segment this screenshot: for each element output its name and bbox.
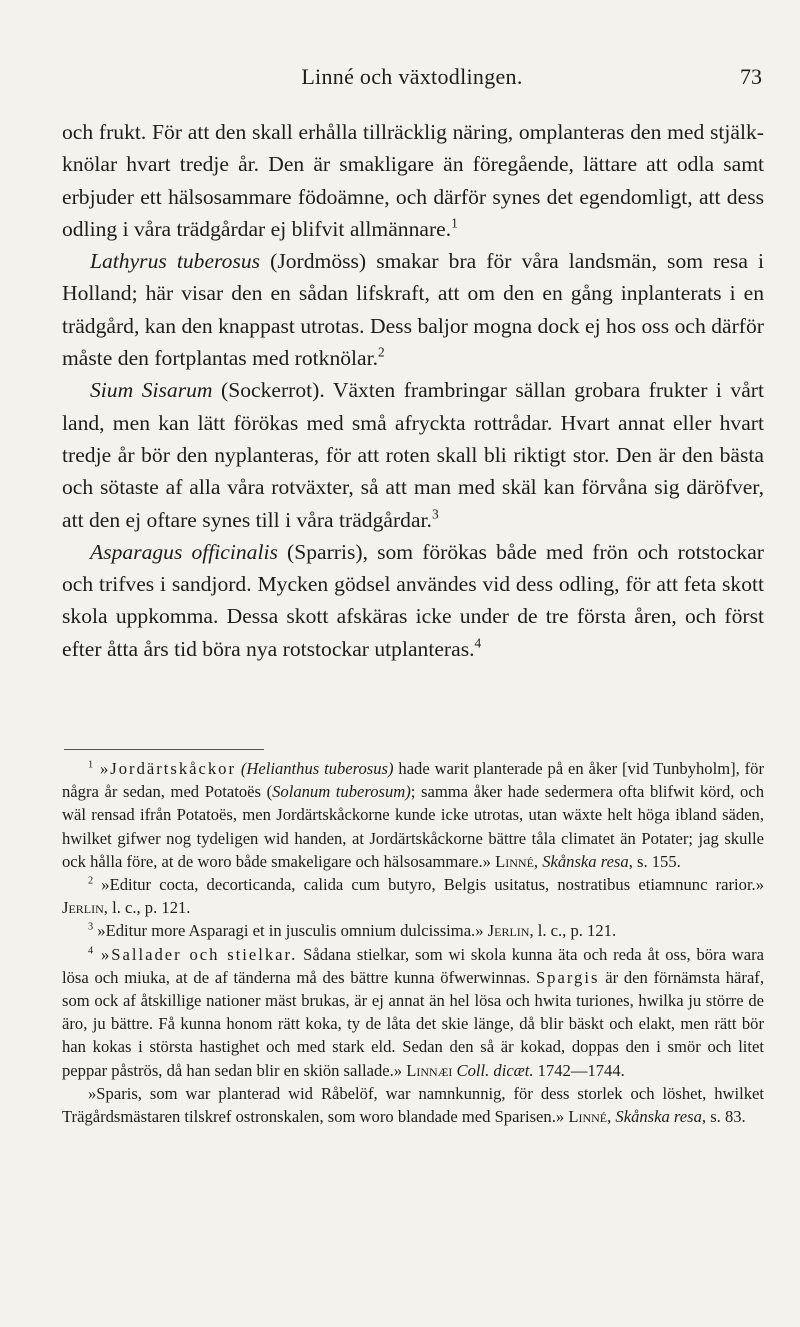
footnote [62, 873, 764, 919]
text-run: , l. c., p. 121. [529, 921, 617, 941]
text-run: »Sparis, som war planterad wid Råbelöf, war namnkunnig, för dess storlek och löshet, hwilket Trägårdsmästaren tilskref ostronskalen, som woro blandade med Sparisen.» [62, 1083, 764, 1127]
text-run: 1742—1744. [533, 1060, 625, 1080]
body-paragraph [62, 116, 764, 245]
italic-text: Solanum tuberosum) [272, 782, 411, 802]
footnote [62, 943, 764, 1082]
italic-text: Skånska resa [615, 1107, 702, 1127]
text-run: Spargis [535, 967, 600, 987]
text-run: , s. 83. [701, 1107, 746, 1127]
main-text [62, 116, 764, 665]
text-run: , [533, 851, 543, 871]
footnote-marker: 2 [378, 344, 385, 360]
footnote [62, 1082, 764, 1128]
text-run: »Editur more Asparagi et in jusculis omnium dulcissima.» [93, 921, 488, 941]
text-run: , s. 155. [628, 851, 681, 871]
footnote-marker: 1 [451, 215, 458, 231]
footnote-marker: 4 [88, 944, 94, 956]
text-run: (Sparris), som förökas både med frön och rotstockar och trifves i sandjord. Mycken gödsel användes vid dess odling, för att feta skott skola uppkomma. Dessa skott afskäras icke under de tre första åren, och först efter åtta års tid böra nya rotstockar utplanteras. [62, 539, 764, 661]
text-run: Linnæi [406, 1060, 453, 1080]
footnote [62, 757, 764, 873]
footnote-separator [64, 749, 264, 750]
text-run: Linné [495, 851, 534, 871]
text-run: Jerlin [487, 921, 530, 941]
body-paragraph [62, 374, 764, 535]
body-paragraph [62, 536, 764, 665]
body-paragraph [62, 245, 764, 374]
italic-text: Coll. dicæt. [456, 1060, 534, 1080]
text-run: Sådana stielkar, som wi skola kunna äta och reda åt oss, böra wara lösa och miuka, at de af tänderna må des bättre kunna öfwerwinnas. [62, 944, 764, 987]
text-run: Jerlin [62, 898, 104, 918]
text-run: (Jordmöss) smakar bra för våra landsmän, som resa i Holland; här visar den en sådan lifskraft, att om den en gång inplanterats i en trädgård, kan den knappast utrotas. Dess baljor mogna dock ej hos oss och därför måste den fortplantas med rotknölar. [62, 249, 764, 371]
footnote-marker: 2 [88, 875, 94, 887]
text-run: (Sockerrot). Växten frambringar sällan grobara frukter i vårt land, men kan lätt förökas med små afryckta rottrådar. Hvart annat eller hvart tredje år bör den nyplanteras, för att roten skall bli riktigt stor. Den är den bästa och sötaste af alla våra rotväxter, så att man med skäl kan förvåna sig däröfver, att den ej oftare synes till i våra trädgårdar. [62, 378, 764, 532]
text-run: »Editur cocta, decorticanda, calida cum butyro, Belgis usitatus, nostratibus etiamnunc rarior.» [93, 875, 764, 895]
page-number: 73 [740, 64, 762, 89]
italic-text: Lathyrus tuberosus [90, 249, 261, 274]
footnote-marker: 3 [431, 505, 439, 521]
text-run: ; samma åker hade sedermera ofta blifwit körd, och wäl rensad ifrån Potatoës, men Jordärtskåckorne kunde icke utrotas, utan wäxte helt höga ibland säden, hwilket gifwer nog tydeligen wid handen, at Jordärtskåckorne bättre tåla climatet än Potater; jag skulle ock hålla före, at de woro både smakeligare och hälsosammare.» [62, 782, 764, 871]
page-header [62, 64, 762, 94]
text-run: »Jordärtskåckor [93, 759, 236, 778]
footnote-marker: 1 [88, 759, 94, 771]
text-run: hade warit planterade på en åker [vid Tunbyholm], för några år sedan, med Potatoës ( [62, 759, 764, 802]
text-run: och frukt. För att den skall erhålla tillräcklig näring, omplanteras den med stjälk-knölar hvart tredje år. Den är smakligare än föregående, lättare att odla samt erbjuder ett hälsosammare födoämne, och därför synes det egendomligt, att dess odling i våra trädgårdar ej blifvit allmännare. [62, 120, 764, 241]
footnotes [62, 757, 764, 1128]
text-run: »Sallader och stielkar. [93, 944, 298, 964]
footnote-marker: 4 [474, 635, 482, 651]
italic-text: (Helianthus tuberosus) [240, 759, 394, 778]
italic-text: Skånska resa [542, 851, 629, 871]
footnote [62, 919, 764, 942]
footnote-marker: 3 [88, 921, 94, 933]
running-title: Linné och växtodlingen. [301, 64, 523, 89]
text-run: Linné [568, 1107, 608, 1127]
text-run: , l. c., p. 121. [103, 898, 191, 918]
italic-text: Asparagus officinalis [90, 539, 278, 564]
text-run: , [607, 1107, 616, 1127]
italic-text: Sium Sisarum [90, 378, 213, 403]
text-run: är den förnämsta häraf, som ock af åtskillige nationer mäst brukas, är ej annat än hel lösa och hwita turiones, hwilka ju större de äro, ju bättre. Få kunna honom rätt koka, ty de låta det skie länge, då blir bäskt och elakt, men rätt bör han kokas i största hastighet och med stark eld. Sedan den så är kokad, doppas den i smör och litet peppar påströs, då han sedan blir en skiön sallade.» [62, 967, 764, 1080]
